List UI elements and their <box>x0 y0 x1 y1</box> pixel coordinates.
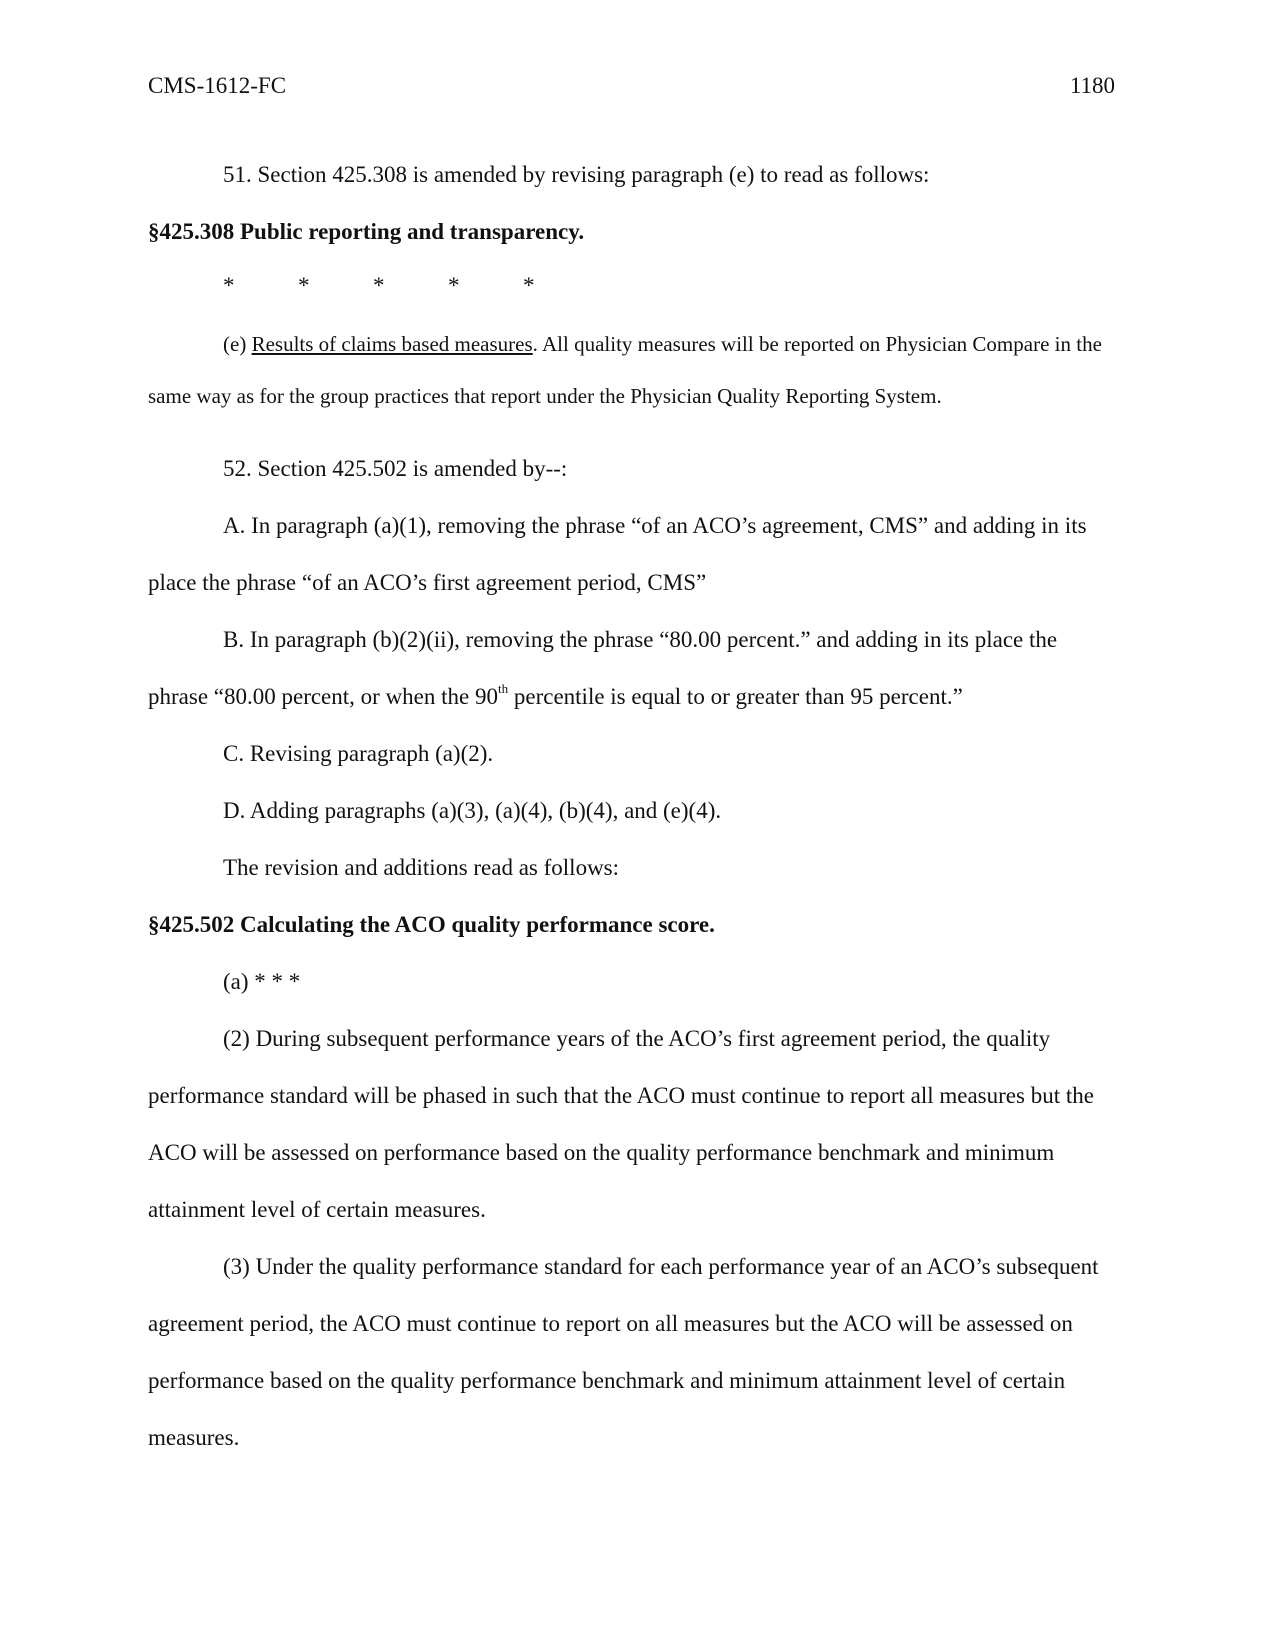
amendment-item-52: 52. Section 425.502 is amended by--: <box>223 456 568 481</box>
omission-stars <box>148 260 1115 312</box>
amendment-item-52-a: A. In paragraph (a)(1), removing the phrase “of an ACO’s agreement, CMS” and adding in its place the phrase “of an ACO’s first agreement period, CMS” <box>148 513 1087 595</box>
paragraph-e <box>148 318 1115 422</box>
section-heading-425-308: §425.308 Public reporting and transparency. <box>148 219 585 244</box>
page-number: 1180 <box>1069 73 1115 98</box>
item-52-b-text: B. In paragraph (b)(2)(ii), removing the phrase “80.00 percent.” and adding in its place the phrase “80.00 percent, or when the 90 <box>148 627 1058 709</box>
star: * <box>448 273 460 298</box>
revision-intro: The revision and additions read as follows: <box>223 855 620 880</box>
amendment-item-52-b <box>148 611 1115 725</box>
paragraph-e-title: Results of claims based measures <box>251 332 533 356</box>
ordinal-suffix: th <box>498 681 509 697</box>
amendment-item-52-c: C. Revising paragraph (a)(2). <box>223 741 494 766</box>
item-52-b-text-end: percentile is equal to or greater than 95 percent.” <box>508 684 963 709</box>
star: * <box>223 273 235 298</box>
star: * <box>298 273 310 298</box>
document-id: CMS-1612-FC <box>148 73 287 98</box>
paragraph-a-2: (2) During subsequent performance years of the ACO’s first agreement period, the quality performance standard will be phased in such that the ACO must continue to report all measures but the ACO will be assessed on performance based on the quality performance benchmark and minimum attainment level of certain measures. <box>148 1026 1094 1222</box>
star: * <box>523 273 535 298</box>
document-body <box>148 146 1115 1466</box>
paragraph-a-3: (3) Under the quality performance standard for each performance year of an ACO’s subsequent agreement period, the ACO must continue to report on all measures but the ACO will be assessed on performance based on the quality performance benchmark and minimum attainment level of certain measures. <box>148 1254 1099 1450</box>
paragraph-a: (a) * * * <box>223 969 301 994</box>
section-heading-425-502: §425.502 Calculating the ACO quality performance score. <box>148 912 715 937</box>
amendment-item-51: 51. Section 425.308 is amended by revising paragraph (e) to read as follows: <box>223 162 930 187</box>
paragraph-e-text: . All quality measures will be reported on Physician Compare in the same way as for the group practices that report under the Physician Quality Reporting System. <box>148 332 1102 408</box>
star: * <box>373 273 385 298</box>
paragraph-e-prefix: (e) <box>223 332 252 356</box>
amendment-item-52-d: D. Adding paragraphs (a)(3), (a)(4), (b)(4), and (e)(4). <box>223 798 722 823</box>
